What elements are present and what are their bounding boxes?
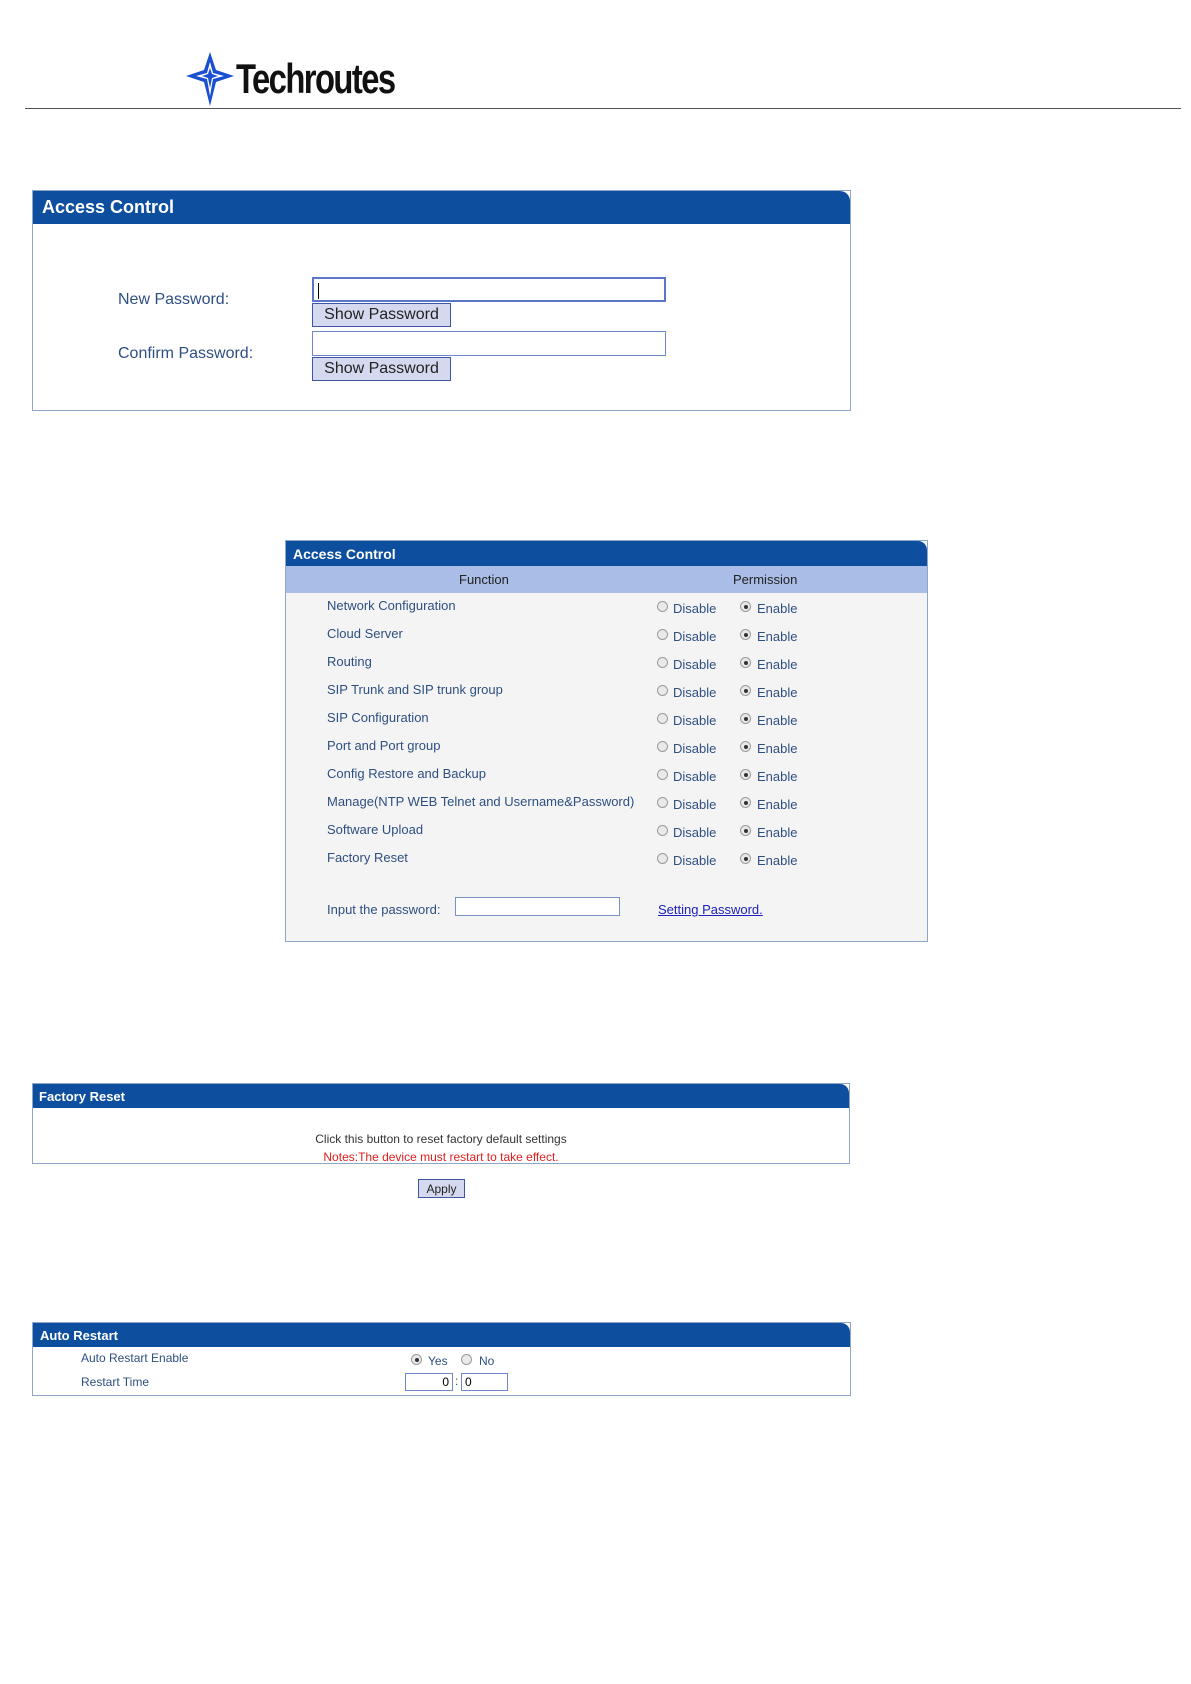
disable-label: Disable — [673, 713, 717, 728]
disable-label: Disable — [673, 629, 717, 644]
enable-radio[interactable] — [740, 741, 751, 752]
enable-label: Enable — [757, 797, 798, 812]
enable-label: Enable — [757, 601, 798, 616]
disable-radio[interactable] — [657, 853, 668, 864]
access-row — [286, 817, 927, 846]
auto-restart-no-radio[interactable] — [461, 1354, 472, 1365]
restart-hour-input[interactable]: 0 — [405, 1373, 453, 1391]
access-control-title: Access Control — [286, 541, 927, 566]
auto-restart-no-label: No — [479, 1354, 495, 1368]
access-row — [286, 593, 927, 622]
enable-radio[interactable] — [740, 601, 751, 612]
access-row — [286, 677, 927, 706]
setting-password-link[interactable]: Setting Password. — [658, 902, 763, 917]
access-row — [286, 621, 927, 650]
access-control-panel — [285, 540, 928, 942]
compass-star-icon — [186, 52, 234, 106]
input-password-label: Input the password: — [327, 902, 441, 917]
enable-label: Enable — [757, 853, 798, 868]
confirm-password-label: Confirm Password: — [118, 345, 254, 362]
confirm-password-input[interactable] — [312, 331, 666, 356]
show-confirm-password-button[interactable]: Show Password — [312, 357, 451, 381]
factory-reset-panel — [32, 1083, 850, 1164]
password-panel-title: Access Control — [33, 191, 850, 224]
enable-radio[interactable] — [740, 825, 751, 836]
apply-button[interactable]: Apply — [418, 1179, 465, 1198]
access-row — [286, 705, 927, 734]
enable-label: Enable — [757, 713, 798, 728]
disable-radio[interactable] — [657, 797, 668, 808]
disable-label: Disable — [673, 797, 717, 812]
auto-restart-title: Auto Restart — [33, 1323, 850, 1347]
brand-name: Techroutes — [236, 55, 395, 102]
function-name: Factory Reset — [327, 850, 408, 865]
enable-radio[interactable] — [740, 685, 751, 696]
enable-radio[interactable] — [740, 713, 751, 724]
enable-label: Enable — [757, 629, 798, 644]
techroutes-logo — [186, 52, 439, 106]
disable-radio[interactable] — [657, 657, 668, 668]
disable-label: Disable — [673, 825, 717, 840]
disable-label: Disable — [673, 657, 717, 672]
column-header — [286, 566, 927, 593]
disable-radio[interactable] — [657, 601, 668, 612]
function-name: Routing — [327, 654, 372, 669]
restart-minute-input[interactable]: 0 — [461, 1373, 508, 1391]
access-row — [286, 761, 927, 790]
permission-column-header: Permission — [733, 572, 798, 587]
enable-label: Enable — [757, 685, 798, 700]
disable-radio[interactable] — [657, 769, 668, 780]
enable-radio[interactable] — [740, 769, 751, 780]
factory-reset-title: Factory Reset — [33, 1084, 849, 1108]
disable-label: Disable — [673, 685, 717, 700]
disable-radio[interactable] — [657, 685, 668, 696]
function-name: Manage(NTP WEB Telnet and Username&Password) — [327, 794, 635, 809]
access-row — [286, 733, 927, 762]
disable-label: Disable — [673, 769, 717, 784]
restart-time-label: Restart Time — [81, 1375, 150, 1389]
enable-label: Enable — [757, 741, 798, 756]
auto-restart-yes-label: Yes — [428, 1354, 448, 1368]
text-caret — [318, 283, 319, 299]
function-name: Software Upload — [327, 822, 424, 837]
function-column-header: Function — [459, 572, 509, 587]
time-separator: : — [455, 1374, 459, 1388]
enable-label: Enable — [757, 825, 798, 840]
function-name: Network Configuration — [327, 598, 456, 613]
enable-radio[interactable] — [740, 657, 751, 668]
auto-restart-panel — [32, 1322, 851, 1396]
enable-radio[interactable] — [740, 797, 751, 808]
header-divider — [25, 108, 1181, 109]
factory-reset-description: Click this button to reset factory default settings — [315, 1132, 567, 1146]
disable-label: Disable — [673, 741, 717, 756]
show-new-password-button[interactable]: Show Password — [312, 303, 451, 327]
disable-radio[interactable] — [657, 629, 668, 640]
enable-radio[interactable] — [740, 853, 751, 864]
disable-label: Disable — [673, 853, 717, 868]
new-password-input[interactable] — [312, 277, 666, 302]
function-name: Port and Port group — [327, 738, 441, 753]
disable-radio[interactable] — [657, 741, 668, 752]
auto-restart-yes-radio[interactable] — [411, 1354, 422, 1365]
access-row — [286, 789, 927, 818]
enable-label: Enable — [757, 657, 798, 672]
disable-radio[interactable] — [657, 713, 668, 724]
auto-restart-enable-label: Auto Restart Enable — [81, 1351, 189, 1365]
access-row — [286, 845, 927, 874]
function-name: Config Restore and Backup — [327, 766, 486, 781]
function-name: SIP Trunk and SIP trunk group — [327, 682, 503, 697]
function-name: Cloud Server — [327, 626, 403, 641]
password-panel — [32, 190, 851, 411]
factory-reset-note: Notes:The device must restart to take effect. — [323, 1150, 559, 1164]
enable-label: Enable — [757, 769, 798, 784]
function-name: SIP Configuration — [327, 710, 429, 725]
disable-label: Disable — [673, 601, 717, 616]
password-entry-row — [286, 873, 927, 941]
access-password-input[interactable] — [455, 897, 620, 916]
enable-radio[interactable] — [740, 629, 751, 640]
access-row — [286, 649, 927, 678]
disable-radio[interactable] — [657, 825, 668, 836]
new-password-label: New Password: — [118, 291, 230, 308]
